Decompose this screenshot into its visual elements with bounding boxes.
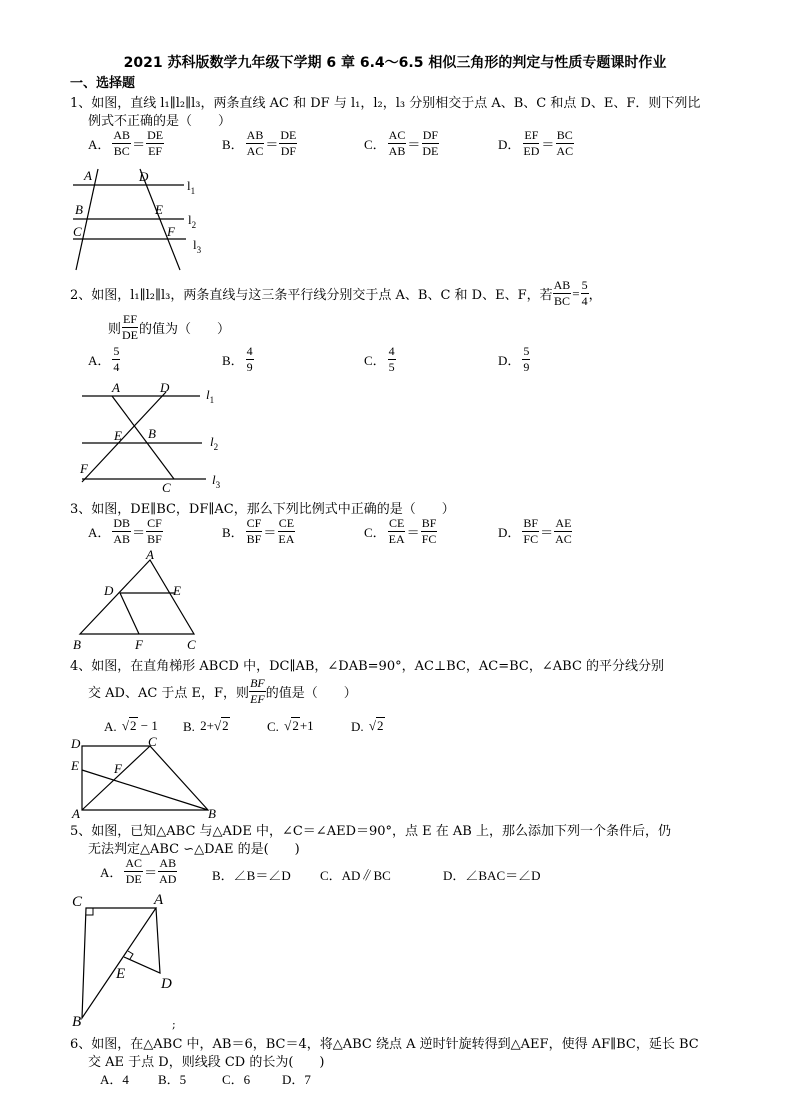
q6-option-c[interactable]: C．6	[222, 1072, 251, 1087]
option-label: B．	[222, 137, 244, 152]
label-l3: $l_3$	[193, 237, 202, 255]
point-label-a: A	[146, 548, 154, 562]
point-label-f: F	[80, 461, 88, 476]
trapezoid-abcd	[82, 746, 208, 810]
q5-option-b[interactable]: B．∠B＝∠D	[212, 868, 291, 883]
point-label-e: E	[155, 202, 163, 217]
q2-option-c[interactable]: C． $\frac{4}{5}$	[364, 344, 395, 374]
right-angle-mark-c	[86, 908, 93, 915]
fraction: $\frac{AC}{DE}$	[125, 856, 143, 886]
fraction: $\frac{AB}{AC}$	[246, 128, 264, 158]
q6-option-d[interactable]: D．7	[282, 1072, 311, 1087]
label-l1: $l_1$	[206, 387, 215, 405]
fraction: $\frac{4}{5}$	[388, 344, 395, 374]
stem-text: 2、如图，l₁∥l₂∥l₃，两条直线与这三条平行线分别交于点 A、B、C 和 D、E、F，若	[70, 288, 553, 303]
fraction: $\frac{CF}{BF}$	[246, 516, 262, 546]
point-label-f: F	[135, 637, 143, 652]
point-label-e: E	[116, 966, 126, 982]
fraction: $\frac{BF}{EF}$	[250, 676, 265, 706]
q1-option-d[interactable]: D． $\frac{EF}{ED}$ ＝ $\frac{BC}{AC}$	[498, 128, 574, 158]
option-label: D．	[498, 137, 521, 152]
label-l1: $l_1$	[187, 178, 196, 196]
point-label-a: A	[154, 892, 164, 908]
point-label-b: B	[148, 426, 156, 441]
point-label-e: E	[114, 428, 122, 443]
fraction: $\frac{CE}{EA}$	[278, 516, 295, 546]
q1-option-a[interactable]: A． $\frac{AB}{BC}$ ＝ $\frac{DE}{EF}$	[88, 128, 164, 158]
q3-option-c[interactable]: C． $\frac{CE}{EA}$ ＝ $\frac{BF}{FC}$	[364, 516, 437, 546]
q5-stem-line1: 5、如图，已知△ABC 与△ADE 中，∠C＝∠AED＝90°，点 E 在 AB 上，那么添加下列一个条件后，仍	[70, 824, 671, 839]
q5-option-c[interactable]: C．AD∥BC	[320, 868, 391, 883]
point-label-b: B	[208, 806, 216, 820]
point-label-c: C	[72, 894, 83, 910]
q6-option-b[interactable]: B．5	[158, 1072, 187, 1087]
fraction: $\frac{EF}{ED}$	[523, 128, 540, 158]
point-label-d: D	[71, 736, 81, 751]
page-title: 2021 苏科版数学九年级下学期 6 章 6.4～6.5 相似三角形的判定与性质专题课时作业	[123, 55, 667, 71]
stray-mark: ;	[172, 1018, 176, 1031]
q3-option-d[interactable]: D． $\frac{BF}{FC}$ ＝ $\frac{AE}{AC}$	[498, 516, 572, 546]
q2-option-b[interactable]: B． $\frac{4}{9}$	[222, 344, 253, 374]
fraction: $\frac{AB}{BC}$	[553, 278, 571, 308]
point-label-a: A	[72, 806, 80, 820]
diagonal-ac	[82, 746, 150, 810]
label-l2: $l_2$	[210, 434, 219, 452]
q5-figure	[68, 890, 198, 1030]
q2-option-a[interactable]: A． $\frac{5}{4}$	[88, 344, 120, 374]
q1-option-c[interactable]: C． $\frac{AC}{AB}$ ＝ $\frac{DF}{DE}$	[364, 128, 439, 158]
fraction: $\frac{DF}{DE}$	[422, 128, 439, 158]
point-label-b: B	[75, 202, 83, 217]
section-heading: 一、选择题	[70, 76, 136, 91]
q1-option-b[interactable]: B． $\frac{AB}{AC}$ ＝ $\frac{DE}{DF}$	[222, 128, 297, 158]
option-label: A．	[88, 137, 111, 152]
q4-stem-line2: 交 AD、AC 于点 E，F，则 $\frac{BF}{EF}$ 的值是（ ）	[88, 676, 357, 706]
fraction: $\frac{DE}{DF}$	[280, 128, 297, 158]
q1-figure	[68, 164, 218, 274]
fraction: $\frac{AC}{AB}$	[388, 128, 406, 158]
fraction: $\frac{DE}{EF}$	[147, 128, 164, 158]
fraction: $\frac{5}{4}$	[113, 344, 120, 374]
point-label-d: D	[139, 169, 149, 184]
point-label-e: E	[173, 583, 181, 598]
q5-option-a[interactable]: A． $\frac{AC}{DE}$ ＝ $\frac{AB}{AD}$	[100, 856, 177, 886]
label-l3: $l_3$	[212, 472, 221, 490]
fraction: $\frac{EF}{DE}$	[122, 312, 139, 342]
point-label-e: E	[71, 758, 79, 773]
q2-figure	[70, 378, 230, 496]
triangle-ade	[124, 908, 160, 973]
point-label-d: D	[104, 583, 114, 598]
fraction: $\frac{AB}{AD}$	[159, 856, 177, 886]
q2-option-d[interactable]: D． $\frac{5}{9}$	[498, 344, 530, 374]
option-label: C．	[364, 137, 386, 152]
fraction: $\frac{BC}{AC}$	[556, 128, 574, 158]
q6-stem-line2: 交 AE 于点 D，则线段 CD 的长为( )	[88, 1055, 325, 1070]
q4-option-c[interactable]: C. √2+1	[267, 718, 314, 735]
q4-stem-line1: 4、如图，在直角梯形 ABCD 中，DC∥AB，∠DAB=90°，AC⊥BC，AC=BC，∠ABC 的平分线分别	[70, 659, 665, 674]
point-label-d: D	[161, 976, 172, 992]
q6-option-a[interactable]: A．4	[100, 1072, 129, 1087]
fraction: $\frac{4}{9}$	[246, 344, 253, 374]
q5-option-d[interactable]: D．∠BAC＝∠D	[443, 868, 541, 883]
label-l2: $l_2$	[188, 212, 197, 230]
point-label-c: C	[162, 480, 171, 495]
q6-stem-line1: 6、如图，在△ABC 中，AB＝6，BC＝4，将△ABC 绕点 A 逆时针旋转得到△AEF，使得 AF∥BC，延长 BC	[70, 1037, 699, 1052]
point-label-c: C	[187, 637, 196, 652]
q2-stem-line1: 2、如图，l₁∥l₂∥l₃，两条直线与这三条平行线分别交于点 A、B、C 和 D、E、F，若 $\frac{AB}{BC}$ = $\frac{5}{4}$ ，	[70, 278, 602, 308]
fraction: $\frac{5}{4}$	[581, 278, 588, 308]
fraction: $\frac{BF}{FC}$	[421, 516, 437, 546]
fraction: $\frac{CF}{BF}$	[147, 516, 162, 546]
q3-option-a[interactable]: A． $\frac{DB}{AB}$ ＝ $\frac{CF}{BF}$	[88, 516, 162, 546]
point-label-c: C	[73, 224, 82, 239]
q1-stem-line2: 例式不正确的是（ ）	[88, 114, 232, 129]
point-label-b: B	[72, 1014, 82, 1030]
segment-df	[120, 593, 139, 634]
right-angle-mark-e	[128, 951, 133, 959]
point-label-f: F	[114, 761, 122, 776]
fraction: $\frac{DB}{AB}$	[113, 516, 131, 546]
q3-stem-line1: 3、如图，DE∥BC，DF∥AC，那么下列比例式中正确的是（ ）	[70, 502, 455, 517]
fraction: $\frac{CE}{EA}$	[388, 516, 405, 546]
q2-stem-line2: 则 $\frac{EF}{DE}$ 的值为（ ）	[108, 312, 231, 342]
q4-option-b[interactable]: B. 2+√2	[183, 718, 229, 735]
point-label-a: A	[84, 168, 92, 183]
triangle-abc	[82, 908, 156, 1018]
q4-option-d[interactable]: D. √2	[351, 718, 384, 735]
q5-stem-line2: 无法判定△ABC ∽△DAE 的是( )	[88, 842, 300, 857]
fraction: $\frac{AE}{AC}$	[555, 516, 572, 546]
q4-option-a[interactable]: A. √2 − 1	[104, 718, 158, 735]
fraction: $\frac{5}{9}$	[523, 344, 530, 374]
point-label-b: B	[73, 637, 81, 652]
fraction: $\frac{AB}{BC}$	[113, 128, 131, 158]
point-label-c: C	[148, 736, 157, 749]
point-label-f: F	[167, 224, 175, 239]
point-label-d: D	[160, 380, 170, 395]
q1-stem-line1: 1、如图，直线 l₁∥l₂∥l₃，两条直线 AC 和 DF 与 l₁，l₂，l₃ 分别相交于点 A、B、C 和点 D、E、F．则下列比	[70, 96, 701, 111]
q3-option-b[interactable]: B． $\frac{CF}{BF}$ ＝ $\frac{CE}{EA}$	[222, 516, 295, 546]
q4-figure	[68, 736, 228, 820]
point-label-a: A	[112, 380, 120, 395]
q3-figure	[68, 548, 208, 652]
fraction: $\frac{BF}{FC}$	[523, 516, 539, 546]
